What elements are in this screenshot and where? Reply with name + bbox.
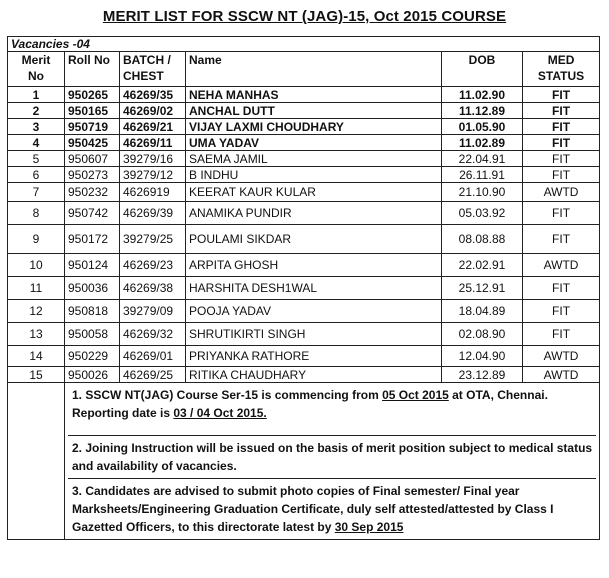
roll-no-cell: 950265 [65,87,120,103]
table-row [8,202,600,225]
merit-no-cell: 3 [8,119,65,135]
med-status-header [523,52,600,87]
name-cell: ANAMIKA PUNDIR [186,202,442,225]
dob-cell: 01.05.90 [442,119,523,135]
roll-no-cell: 950058 [65,323,120,346]
batch-chest-cell: 46269/35 [120,87,186,103]
med-status-cell: FIT [523,167,600,183]
merit-list-table [7,36,600,540]
table-row [8,119,600,135]
merit-no-cell: 11 [8,277,65,300]
table-row [8,135,600,151]
roll-no-cell: 950742 [65,202,120,225]
table-row [8,225,600,254]
med-status-cell: AWTD [523,254,600,277]
batch-chest-cell: 46269/32 [120,323,186,346]
roll-no-cell: 950719 [65,119,120,135]
table-row [8,277,600,300]
dob-cell: 11.02.89 [442,135,523,151]
table-row [8,367,600,383]
merit-rows [8,87,600,383]
batch-chest-cell: 46269/21 [120,119,186,135]
vacancies-label: Vacancies -04 [8,37,600,52]
dob-cell: 23.12.89 [442,367,523,383]
roll-no-cell: 950273 [65,167,120,183]
batch-chest-cell: 46269/11 [120,135,186,151]
note-1-text-b: at OTA, Chennai. Reporting date is [72,388,548,420]
table-row [8,151,600,167]
med-header-line2: STATUS [537,69,585,83]
batch-header-line1: BATCH / [123,53,171,67]
roll-no-cell: 950172 [65,225,120,254]
med-status-cell: FIT [523,323,600,346]
med-status-cell: AWTD [523,367,600,383]
dob-cell: 08.08.88 [442,225,523,254]
med-status-cell: FIT [523,300,600,323]
table-row [8,323,600,346]
merit-no-cell: 14 [8,346,65,367]
merit-no-cell: 7 [8,183,65,202]
med-status-cell: FIT [523,202,600,225]
med-status-cell: FIT [523,103,600,119]
notes-cell [65,383,600,540]
merit-no-cell: 15 [8,367,65,383]
batch-chest-cell: 39279/25 [120,225,186,254]
note-3 [68,479,596,539]
table-row [8,346,600,367]
note-1 [68,383,596,436]
note-1-commence-date: 05 Oct 2015 [382,388,449,402]
merit-no-cell: 13 [8,323,65,346]
table-row [8,167,600,183]
name-cell: POULAMI SIKDAR [186,225,442,254]
dob-cell: 02.08.90 [442,323,523,346]
table-row [8,300,600,323]
name-cell: B INDHU [186,167,442,183]
roll-no-cell: 950425 [65,135,120,151]
table-row [8,103,600,119]
merit-header-line2: No [28,69,44,83]
batch-chest-cell: 46269/39 [120,202,186,225]
roll-no-cell: 950229 [65,346,120,367]
dob-cell: 11.02.90 [442,87,523,103]
roll-no-cell: 950036 [65,277,120,300]
batch-chest-cell: 39279/09 [120,300,186,323]
notes-row [8,383,600,540]
table-row [8,87,600,103]
note-1-report-date: 03 / 04 Oct 2015. [173,406,267,420]
batch-chest-cell: 39279/12 [120,167,186,183]
name-cell: ARPITA GHOSH [186,254,442,277]
med-status-cell: FIT [523,135,600,151]
note-3-text: 3. Candidates are advised to submit photo copies of Final semester/ Final year Marksheets/Engineering Graduation Certificate, duly self attested/attested by Class I Gazetted Officers, to this directorate latest by [72,484,554,534]
roll-no-cell: 950124 [65,254,120,277]
batch-chest-cell: 46269/38 [120,277,186,300]
name-cell: KEERAT KAUR KULAR [186,183,442,202]
med-header-line1: MED [547,53,575,67]
dob-cell: 25.12.91 [442,277,523,300]
merit-no-cell: 2 [8,103,65,119]
batch-chest-header [120,52,186,87]
notes-blank-cell [8,383,65,540]
dob-cell: 22.02.91 [442,254,523,277]
roll-no-header: Roll No [65,52,120,87]
name-cell: VIJAY LAXMI CHOUDHARY [186,119,442,135]
table-row [8,183,600,202]
med-status-cell: FIT [523,277,600,300]
merit-no-cell: 5 [8,151,65,167]
merit-no-cell: 12 [8,300,65,323]
name-cell: UMA YADAV [186,135,442,151]
dob-cell: 18.04.89 [442,300,523,323]
header-row [8,52,600,87]
roll-no-cell: 950818 [65,300,120,323]
name-header: Name [186,52,442,87]
page-title [0,8,609,25]
merit-no-cell: 9 [8,225,65,254]
roll-no-cell: 950165 [65,103,120,119]
name-cell: POOJA YADAV [186,300,442,323]
name-cell: SHRUTIKIRTI SINGH [186,323,442,346]
batch-header-line2: CHEST [123,69,164,83]
name-cell: PRIYANKA RATHORE [186,346,442,367]
merit-no-cell: 1 [8,87,65,103]
page-title-text: MERIT LIST FOR SSCW NT (JAG)-15, Oct 2015 COURSE [102,8,507,25]
note-1-text-a: 1. SSCW NT(JAG) Course Ser-15 is commencing from [72,388,383,402]
dob-header: DOB [442,52,523,87]
roll-no-cell: 950607 [65,151,120,167]
name-cell: HARSHITA DESH1WAL [186,277,442,300]
name-cell: ANCHAL DUTT [186,103,442,119]
name-cell: SAEMA JAMIL [186,151,442,167]
batch-chest-cell: 46269/01 [120,346,186,367]
dob-cell: 22.04.91 [442,151,523,167]
med-status-cell: FIT [523,87,600,103]
roll-no-cell: 950232 [65,183,120,202]
dob-cell: 26.11.91 [442,167,523,183]
merit-no-cell: 6 [8,167,65,183]
med-status-cell: AWTD [523,346,600,367]
batch-chest-cell: 4626919 [120,183,186,202]
med-status-cell: FIT [523,151,600,167]
batch-chest-cell: 39279/16 [120,151,186,167]
name-cell: NEHA MANHAS [186,87,442,103]
roll-no-cell: 950026 [65,367,120,383]
note-3-deadline-date: 30 Sep 2015 [334,520,404,534]
note-2 [68,436,596,479]
batch-chest-cell: 46269/23 [120,254,186,277]
vacancies-row [8,37,600,52]
table-row [8,254,600,277]
dob-cell: 05.03.92 [442,202,523,225]
merit-no-cell: 10 [8,254,65,277]
dob-cell: 12.04.90 [442,346,523,367]
name-cell: RITIKA CHAUDHARY [186,367,442,383]
note-2-text: 2. Joining Instruction will be issued on the basis of merit position subject to medical status and availability of vacancies. [72,441,593,473]
med-status-cell: FIT [523,119,600,135]
merit-no-header [8,52,65,87]
med-status-cell: FIT [523,225,600,254]
merit-header-line1: Merit [21,53,51,67]
merit-no-cell: 4 [8,135,65,151]
batch-chest-cell: 46269/02 [120,103,186,119]
dob-cell: 11.12.89 [442,103,523,119]
med-status-cell: AWTD [523,183,600,202]
dob-cell: 21.10.90 [442,183,523,202]
batch-chest-cell: 46269/25 [120,367,186,383]
merit-no-cell: 8 [8,202,65,225]
